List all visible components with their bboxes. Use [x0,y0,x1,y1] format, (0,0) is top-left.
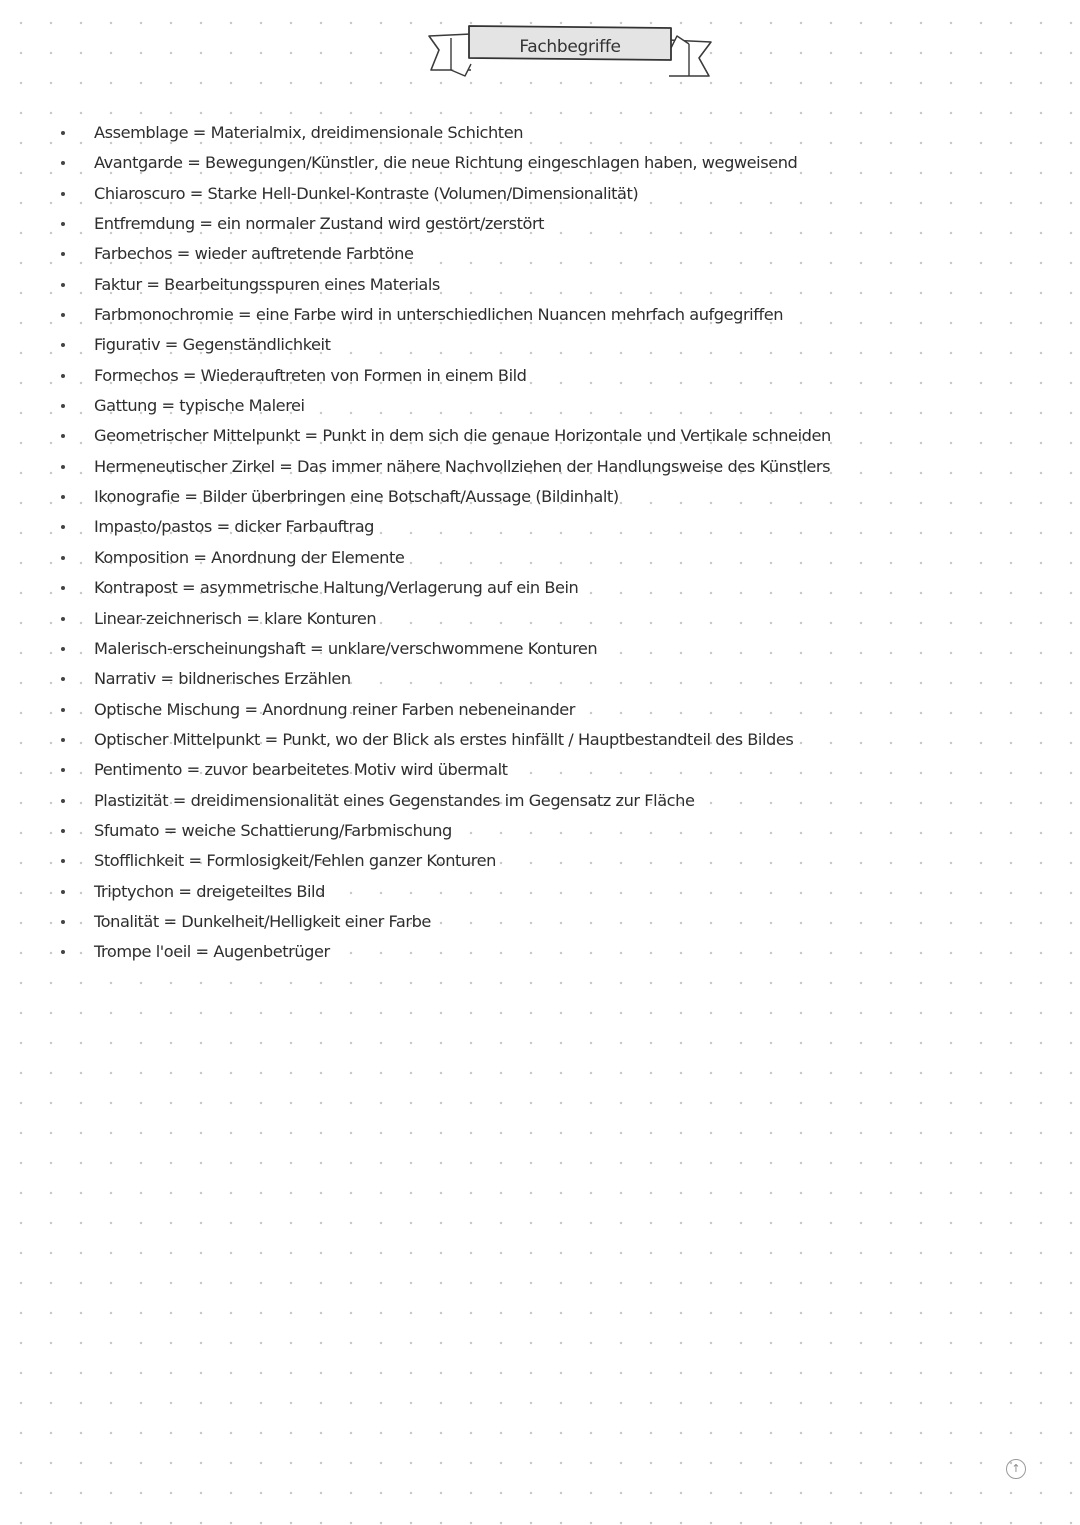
glossary-entry-text: Trompe l'oeil = Augenbetrüger [94,942,330,962]
glossary-entry [58,937,818,967]
glossary-entry-text: Pentimento = zuvor bearbeitetes Motiv wird übermalt [94,760,508,780]
bullet-icon [61,799,65,803]
bullet-icon [61,343,65,347]
bullet-icon [61,556,65,560]
glossary-entry [58,118,818,148]
glossary-list [58,118,831,968]
glossary-entry [58,270,818,300]
bullet-icon [61,131,65,135]
glossary-entry [58,482,818,512]
glossary-entry-text: Linear-zeichnerisch = klare Konturen [94,608,377,628]
glossary-entry [58,239,818,269]
title-banner [425,18,715,82]
page-title: Fachbegriffe [519,37,621,57]
glossary-entry [58,148,818,178]
glossary-entry-text: Optischer Mittelpunkt = Punkt, wo der Blick als erstes hinfällt / Hauptbestandteil des Bildes [94,729,794,749]
glossary-entry-text: Hermeneutischer Zirkel = Das immer nähere Nachvollziehen der Handlungsweise des Künstlers [94,456,831,476]
glossary-entry [58,209,818,239]
glossary-entry [58,664,818,694]
glossary-entry [58,300,818,330]
glossary-entry-text: Kontrapost = asymmetrische Haltung/Verlagerung auf ein Bein [94,578,579,598]
glossary-entry-text: Impasto/pastos = dicker Farbauftrag [94,517,374,537]
glossary-entry [58,755,818,785]
glossary-entry [58,846,818,876]
glossary-entry-text: Komposition = Anordnung der Elemente [94,547,405,567]
glossary-entry-text: Entfremdung = ein normaler Zustand wird gestört/zerstört [94,214,545,234]
bullet-icon [61,738,65,742]
glossary-entry [58,816,818,846]
glossary-entry [58,391,818,421]
glossary-entry [58,786,818,816]
glossary-entry [58,634,818,664]
bullet-icon [61,252,65,256]
bullet-icon [61,617,65,621]
glossary-entry-text: Sfumato = weiche Schattierung/Farbmischung [94,820,452,840]
bullet-icon [61,586,65,590]
arrow-up-circle-icon: ↑ [1006,1459,1026,1479]
bullet-icon [61,161,65,165]
glossary-entry-text: Formechos = Wiederauftreten von Formen in einem Bild [94,365,527,385]
bullet-icon [61,283,65,287]
bullet-icon [61,677,65,681]
bullet-icon [61,222,65,226]
glossary-entry [58,907,818,937]
glossary-entry [58,330,818,360]
glossary-entry-text: Chiaroscuro = Starke Hell-Dunkel-Kontraste (Volumen/Dimensionalität) [94,183,639,203]
bullet-icon [61,192,65,196]
bullet-icon [61,859,65,863]
glossary-entry [58,361,818,391]
glossary-entry [58,452,831,482]
glossary-entry [58,421,831,451]
glossary-entry-text: Geometrischer Mittelpunkt = Punkt in dem sich die genaue Horizontale und Vertikale schneiden [94,426,831,446]
bullet-icon [61,768,65,772]
glossary-entry [58,604,818,634]
bullet-icon [61,890,65,894]
bullet-icon [61,434,65,438]
glossary-entry-text: Avantgarde = Bewegungen/Künstler, die neue Richtung eingeschlagen haben, wegweisend [94,153,798,173]
glossary-entry-text: Ikonografie = Bilder überbringen eine Botschaft/Aussage (Bildinhalt) [94,487,619,507]
bullet-icon [61,708,65,712]
bullet-icon [61,374,65,378]
glossary-entry [58,512,818,542]
glossary-entry [58,877,818,907]
glossary-entry [58,543,818,573]
glossary-entry-text: Farbechos = wieder auftretende Farbtöne [94,244,414,264]
glossary-entry-text: Figurativ = Gegenständlichkeit [94,335,331,355]
glossary-entry-text: Assemblage = Materialmix, dreidimensionale Schichten [94,123,524,142]
glossary-entry-text: Narrativ = bildnerisches Erzählen [94,669,351,689]
bullet-icon [61,465,65,469]
glossary-entry [58,695,818,725]
bullet-icon [61,525,65,529]
bullet-icon [61,829,65,833]
bullet-icon [61,920,65,924]
glossary-entry-text: Triptychon = dreigeteiltes Bild [94,881,325,901]
glossary-entry-text: Malerisch-erscheinungshaft = unklare/verschwommene Konturen [94,638,598,658]
bullet-icon [61,647,65,651]
glossary-entry-text: Farbmonochromie = eine Farbe wird in unterschiedlichen Nuancen mehrfach aufgegriffen [94,305,784,325]
glossary-entry-text: Gattung = typische Malerei [94,396,305,416]
glossary-entry-text: Tonalität = Dunkelheit/Helligkeit einer Farbe [94,911,431,931]
glossary-entry [58,179,818,209]
glossary-entry-text: Plastizität = dreidimensionalität eines Gegenstandes im Gegensatz zur Fläche [94,790,695,810]
glossary-entry-text: Optische Mischung = Anordnung reiner Farben nebeneinander [94,699,576,719]
glossary-entry [58,725,818,755]
glossary-entry [58,573,818,603]
bullet-icon [61,313,65,317]
glossary-entry-text: Stofflichkeit = Formlosigkeit/Fehlen ganzer Konturen [94,851,496,871]
glossary-entry-text: Faktur = Bearbeitungsspuren eines Materials [94,274,440,294]
bullet-icon [61,950,65,954]
bullet-icon [61,495,65,499]
bullet-icon [61,404,65,408]
